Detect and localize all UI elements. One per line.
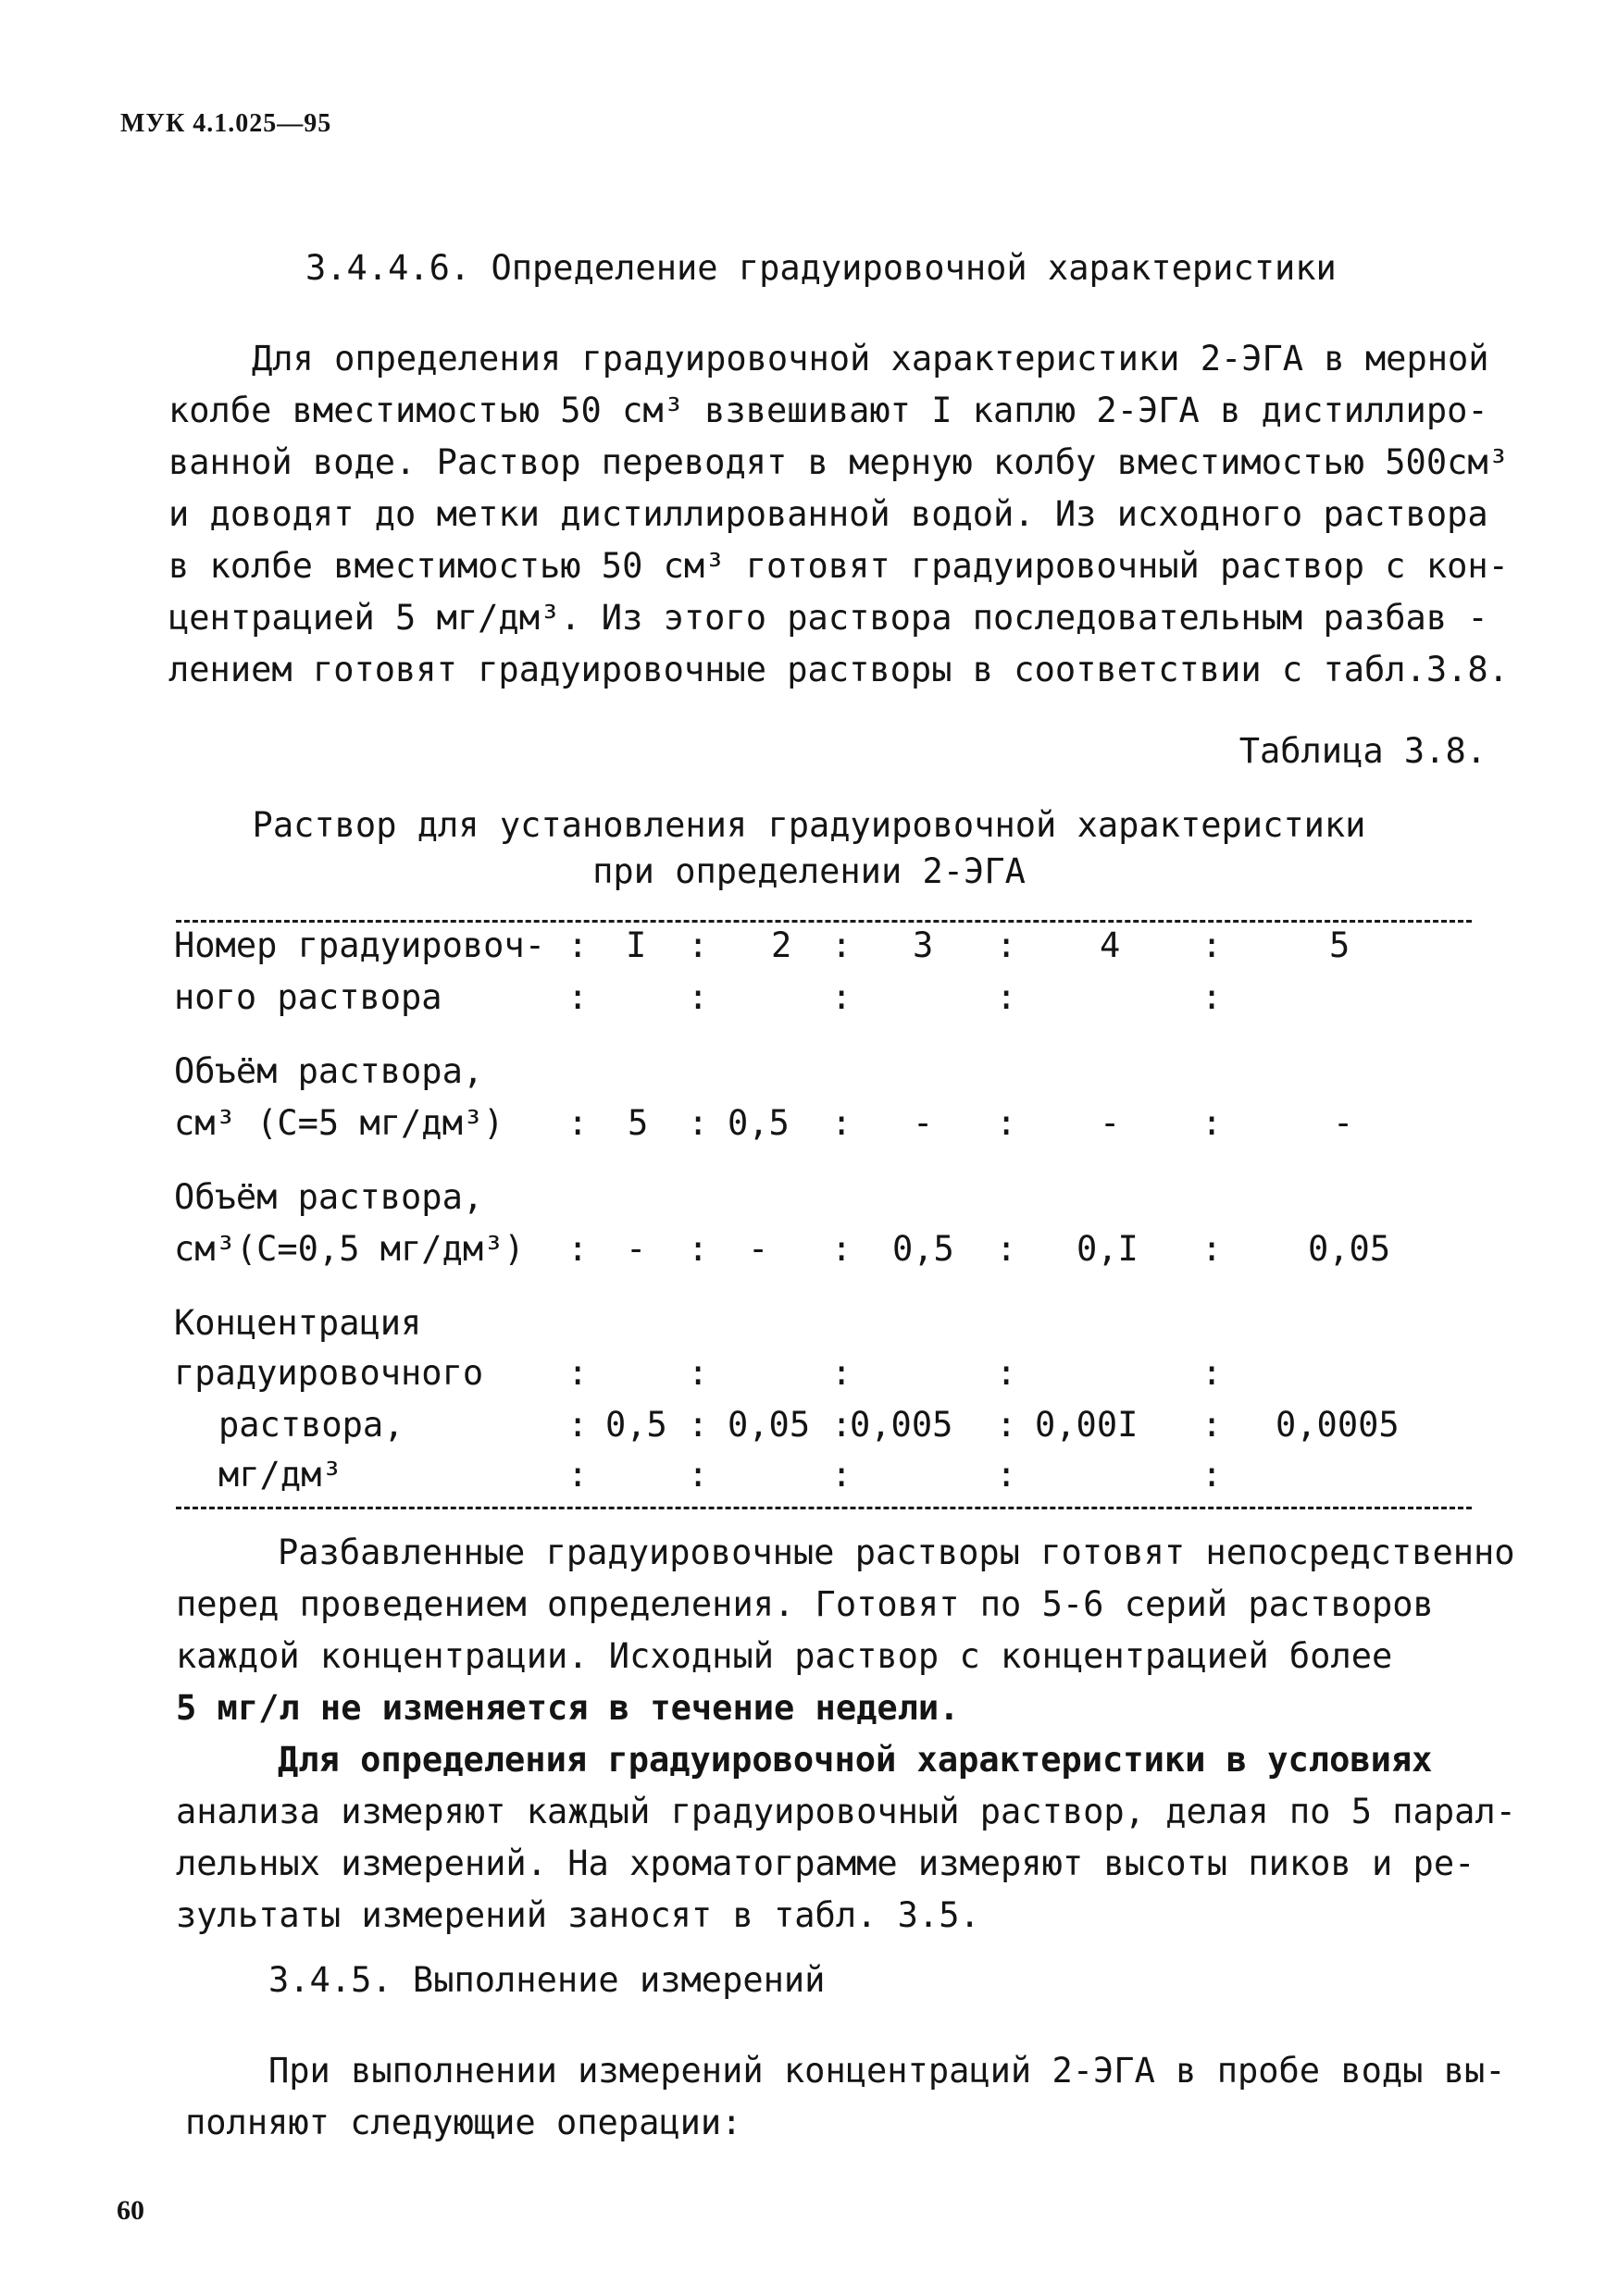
column-separator: : — [996, 1103, 1017, 1143]
column-separator: : — [831, 1353, 853, 1393]
column-separator: : — [567, 925, 589, 965]
document-code: МУК 4.1.025—95 — [120, 109, 332, 138]
row-label-line: раствора, — [218, 1405, 404, 1445]
table-cell: 5 — [1329, 925, 1350, 965]
column-separator: : — [1201, 1103, 1223, 1143]
table-top-rule — [176, 920, 1472, 923]
table-cell: I — [626, 925, 647, 965]
column-separator: : — [831, 1455, 853, 1495]
paragraph-line: Разбавленные градуировочные растворы готовят непосредственно — [278, 1533, 1515, 1572]
column-separator: : — [688, 1229, 709, 1269]
paragraph-line: ванной воде. Раствор переводят в мерную колбу вместимостью 500см³ — [168, 442, 1509, 482]
paragraph-line: анализа измеряют каждый градуировочный раствор, делая по 5 парал- — [176, 1792, 1516, 1831]
column-separator: : — [1201, 925, 1223, 965]
paragraph-line: 5 мг/л не изменяется в течение недели. — [176, 1688, 960, 1728]
row-label-line: ного раствора — [174, 977, 442, 1017]
column-separator: : — [831, 925, 853, 965]
table-label: Таблица 3.8. — [1238, 731, 1487, 771]
column-separator: : — [996, 1455, 1017, 1495]
paragraph-line: центрацией 5 мг/дм³. Из этого раствора последовательным разбав - — [168, 598, 1488, 638]
table-row — [174, 925, 1488, 1036]
column-separator: : — [831, 1229, 853, 1269]
paragraph-calibration — [168, 333, 1520, 696]
column-separator: : — [567, 1103, 589, 1143]
table-row — [174, 1051, 1488, 1162]
column-separator: : — [688, 977, 709, 1017]
column-separator: : — [996, 1229, 1017, 1269]
paragraph-line: лельных измерений. На хроматограмме измеряют высоты пиков и ре- — [176, 1843, 1475, 1883]
row-label-line: Объём раствора, — [174, 1177, 484, 1217]
column-separator: : — [567, 977, 589, 1017]
row-label-line: Объём раствора, — [174, 1051, 484, 1091]
column-separator: : — [996, 977, 1017, 1017]
column-separator: : — [1201, 1353, 1223, 1393]
table-bottom-rule — [176, 1507, 1472, 1509]
paragraph-line: и доводят до метки дистиллированной водой. Из исходного раствора — [168, 494, 1488, 534]
table-cell: 0,5 — [605, 1405, 667, 1445]
column-separator: : — [1201, 1229, 1223, 1269]
table-cell: 0,00I — [1035, 1405, 1139, 1445]
column-separator: : — [996, 925, 1017, 965]
row-label-line: Номер градуировоч- — [174, 925, 545, 965]
column-separator: : — [688, 1405, 709, 1445]
table-cell: 0,5 — [892, 1229, 954, 1269]
column-separator: : — [1201, 1405, 1223, 1445]
paragraph-line: лением готовят градуировочные растворы в соответствии с табл.3.8. — [168, 650, 1509, 689]
paragraph-dilution — [176, 1527, 1527, 1942]
column-separator: : — [688, 1353, 709, 1393]
column-separator: : — [831, 1103, 853, 1143]
column-separator: : — [567, 1455, 589, 1495]
table-cell: 2 — [771, 925, 792, 965]
row-label-line: градуировочного — [174, 1353, 484, 1393]
paragraph-line: полняют следующие операции: — [185, 2103, 742, 2142]
row-label-line: см³(С=0,5 мг/дм³) — [174, 1229, 525, 1269]
column-separator: : — [567, 1405, 589, 1445]
table-cell: 0,05 — [728, 1405, 811, 1445]
column-separator: : — [688, 925, 709, 965]
table-row — [174, 1177, 1488, 1288]
paragraph-line: Для определения градуировочной характеристики в условиях — [278, 1740, 1433, 1780]
paragraph-line: При выполнении измерений концентраций 2-ЭГА в пробе воды вы- — [268, 2051, 1506, 2091]
row-label-line: мг/дм³ — [218, 1455, 342, 1495]
table-cell: 0,I — [1077, 1229, 1139, 1269]
row-label-line: Концентрация — [174, 1303, 422, 1343]
table-cell: - — [1100, 1103, 1121, 1143]
table-cell: 0,5 — [728, 1103, 790, 1143]
column-separator: : — [688, 1455, 709, 1495]
row-label-line: см³ (С=5 мг/дм³) — [174, 1103, 504, 1143]
table-cell: - — [748, 1229, 769, 1269]
table-cell: 4 — [1100, 925, 1121, 965]
column-separator: : — [688, 1103, 709, 1143]
table-cell: 0,005 — [850, 1405, 953, 1445]
section-heading-calibration: 3.4.4.6. Определение градуировочной характеристики — [305, 248, 1337, 288]
column-separator: : — [567, 1353, 589, 1393]
column-separator: : — [996, 1405, 1017, 1445]
table-cell: 3 — [913, 925, 934, 965]
paragraph-line: колбе вместимостью 50 см³ взвешивают I каплю 2-ЭГА в дистиллиро- — [168, 391, 1488, 430]
paragraph-line: Для определения градуировочной характеристики 2-ЭГА в мерной — [252, 339, 1489, 379]
paragraph-measurements — [185, 2045, 1537, 2149]
column-separator: : — [567, 1229, 589, 1269]
paragraph-line: зультаты измерений заносят в табл. 3.5. — [176, 1895, 980, 1935]
column-separator: : — [1201, 977, 1223, 1017]
section-heading-measurements: 3.4.5. Выполнение измерений — [268, 1960, 826, 2000]
column-separator: : — [831, 1405, 853, 1445]
page-number: 60 — [117, 2195, 144, 2226]
paragraph-line: каждой концентрации. Исходный раствор с концентрацией более — [176, 1636, 1393, 1676]
table-cell: 5 — [628, 1103, 649, 1143]
table-cell: - — [913, 1103, 934, 1143]
table-row — [174, 1303, 1488, 1525]
column-separator: : — [831, 977, 853, 1017]
paragraph-line: в колбе вместимостью 50 см³ готовят градуировочный раствор с кон- — [168, 546, 1509, 586]
table-caption-line-2: при определении 2-ЭГА — [592, 851, 1026, 891]
table-caption-line-1: Раствор для установления градуировочной характеристики — [252, 805, 1366, 845]
table-cell: 0,05 — [1308, 1229, 1391, 1269]
column-separator: : — [1201, 1455, 1223, 1495]
paragraph-line: перед проведением определения. Готовят по 5-6 серий растворов — [176, 1584, 1434, 1624]
table-cell: - — [1333, 1103, 1354, 1143]
table-cell: - — [626, 1229, 647, 1269]
table-cell: 0,0005 — [1276, 1405, 1400, 1445]
column-separator: : — [996, 1353, 1017, 1393]
